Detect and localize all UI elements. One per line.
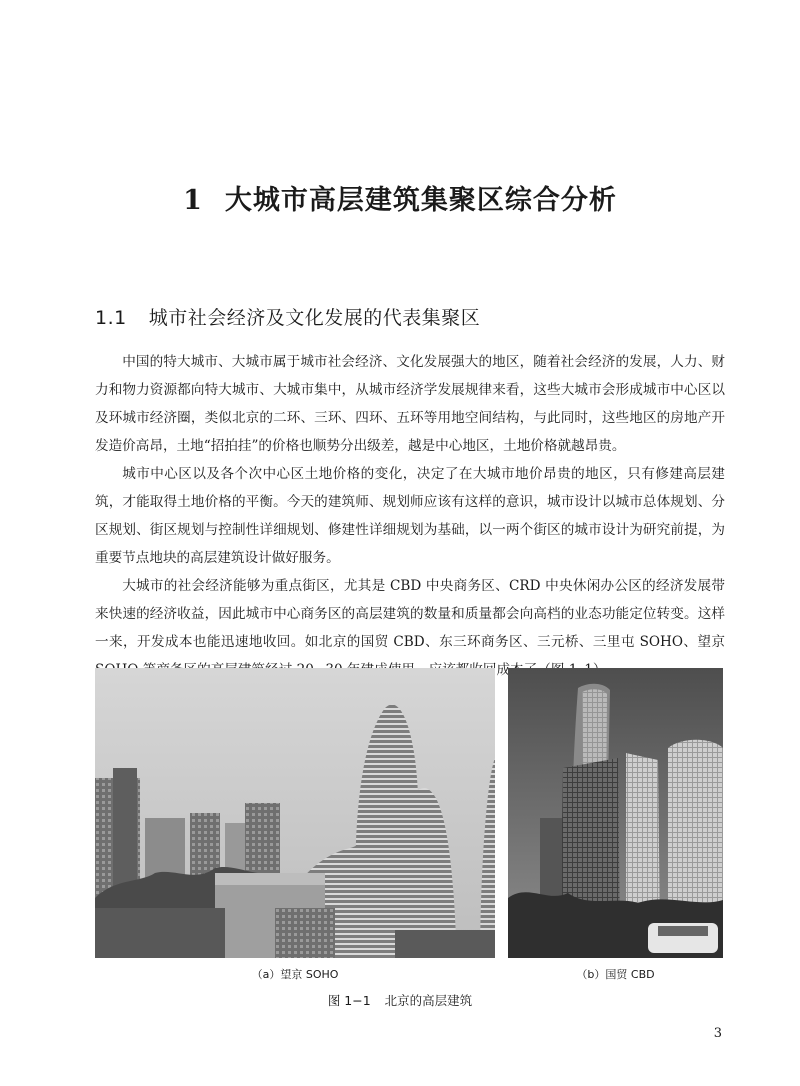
paragraph-2: 城市中心区以及各个次中心区土地价格的变化，决定了在大城市地价昂贵的地区，只有修建高层建筑，才能取得土地价格的平衡。今天的建筑师、规划师应该有这样的意识，城市设计以城市总体规划、分区规划、街区规划与控制性详细规划、修建性详细规划为基础，以一两个街区的城市设计为研究前提，为重要节点地块的高层建筑设计做好服务。 [95,466,725,566]
subcaption-a: （a）望京 SOHO [251,968,339,981]
section-number: 1.1 [95,307,127,329]
chapter-title-text: 大城市高层建筑集聚区综合分析 [224,185,617,216]
page-number: 3 [713,1026,722,1041]
figure-caption [0,991,800,1009]
section-title [95,303,480,330]
figure-number: 图 1−1 [327,993,371,1008]
section-title-text: 城市社会经济及文化发展的代表集聚区 [148,307,481,329]
chapter-number: 1 [183,185,203,216]
chapter-title [0,178,800,217]
paragraph-1: 中国的特大城市、大城市属于城市社会经济、文化发展强大的地区，随着社会经济的发展，人力、财力和物力资源都向特大城市、大城市集中，从城市经济学发展规律来看，这些大城市会形成城市中心区以及环城市经济圈，类似北京的二环、三环、四环、五环等用地空间结构，与此同时，这些地区的房地产开发造价高昂，土地“招拍挂”的价格也顺势分出级差，越是中心地区，土地价格就越昂贵。 [95,354,725,454]
photo-wangjing-soho [95,668,495,958]
figure-title: 北京的高层建筑 [384,993,473,1008]
photo-guomao-cbd [508,668,723,958]
paragraph-3: 大城市的社会经济能够为重点街区，尤其是 CBD 中央商务区、CRD 中央休闲办公区的经济发展带来快速的经济收益，因此城市中心商务区的高层建筑的数量和质量都会向高档的业态功能定位转变。这样一来，开发成本也能迅速地收回。如北京的国贸 CBD、东三环商务区、三元桥、三里屯 SOHO、望京 [95,578,725,650]
body-text [95,348,725,684]
subcaption-b: （b）国贸 CBD [576,968,655,981]
